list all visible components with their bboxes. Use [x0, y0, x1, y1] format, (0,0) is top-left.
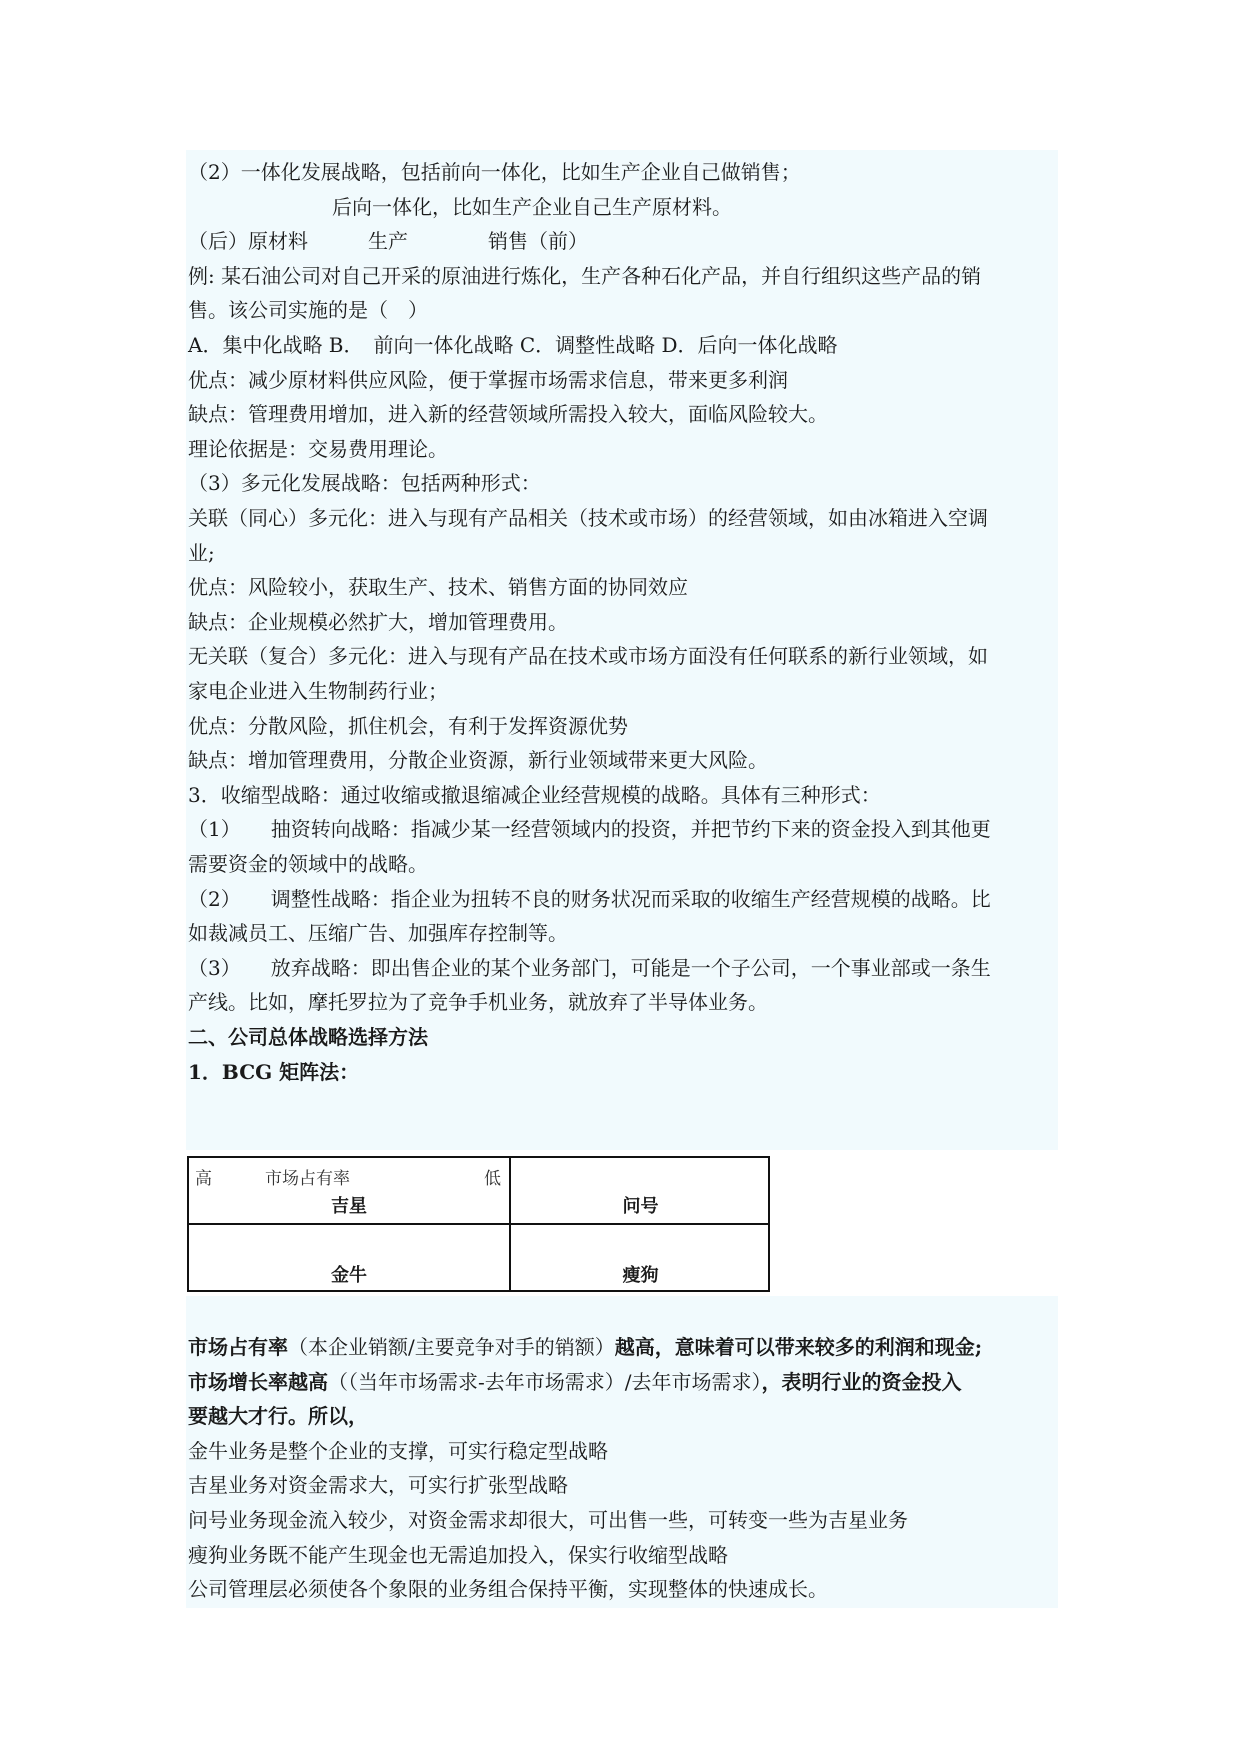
- text-line: 需要资金的领域中的战略。: [188, 852, 428, 876]
- text-line: [188, 1365, 962, 1399]
- text-line: 理论依据是：交易费用理论。: [188, 436, 448, 461]
- text-line: 家电企业进入生物制药行业；: [188, 679, 448, 703]
- text-line: 业;: [188, 540, 215, 565]
- text-line: A．集中化战略 B． 前向一体化战略 C．调整性战略 D．后向一体化战略: [188, 333, 838, 357]
- text-segment: （本企业销额/主要竞争对手的销额）: [288, 1335, 615, 1359]
- text-line: [188, 1538, 728, 1572]
- bold-text-segment: 市场增长率越高: [188, 1369, 328, 1394]
- text-line: 售。该公司实施的是（ ）: [188, 298, 428, 323]
- text-line: 优点：减少原材料供应风险，便于掌握市场需求信息，带来更多利润: [188, 367, 788, 392]
- text-line: 后向一体化，比如生产企业自己生产原材料。: [332, 194, 732, 219]
- text-segment: 金牛业务是整个企业的支撑，可实行稳定型战略: [188, 1438, 608, 1463]
- text-line: 缺点：企业规模必然扩大，增加管理费用。: [188, 609, 568, 634]
- text-line: 优点：风险较小，获取生产、技术、销售方面的协同效应: [188, 575, 688, 600]
- axis-market-share-label: 市场占有率: [265, 1169, 350, 1189]
- text-segment: 吉星业务对资金需求大，可实行扩张型战略: [188, 1473, 568, 1498]
- text-segment: 问号业务现金流入较少，对资金需求却很大，可出售一些，可转变一些为吉星业务: [188, 1508, 908, 1532]
- text-line: （1） 抽资转向战略：指减少某一经营领域内的投资，并把节约下来的资金投入到其他更: [188, 817, 991, 842]
- section-heading: 二、公司总体战略选择方法: [188, 1025, 428, 1049]
- text-line: [188, 1434, 608, 1468]
- text-line: [188, 1330, 982, 1364]
- text-segment: （（当年市场需求-去年市场需求）/去年市场需求）: [328, 1369, 762, 1394]
- quadrant-question-mark: 问号: [622, 1196, 659, 1217]
- text-segment: 瘦狗业务既不能产生现金也无需追加投入，保实行收缩型战略: [188, 1542, 728, 1567]
- text-line: [188, 1468, 568, 1502]
- text-line: 例: 某石油公司对自己开采的原油进行炼化，生产各种石化产品，并自行组织这些产品的销: [188, 263, 982, 288]
- bcg-matrix: [187, 1156, 770, 1292]
- text-line: 无关联（复合）多元化：进入与现有产品在技术或市场方面没有任何联系的新行业领域，如: [188, 644, 988, 669]
- bold-text-segment: 市场占有率: [188, 1335, 288, 1359]
- text-line: 优点：分散风险，抓住机会，有利于发挥资源优势: [188, 713, 628, 738]
- bold-text-segment: 越高，意味着可以带来较多的利润和现金;: [614, 1335, 983, 1359]
- text-line: 缺点：管理费用增加，进入新的经营领域所需投入较大，面临风险较大。: [188, 402, 828, 427]
- text-line: 如裁减员工、压缩广告、加强库存控制等。: [188, 921, 568, 946]
- text-line: （2）一体化发展战略，包括前向一体化，比如生产企业自己做销售；: [188, 160, 801, 184]
- axis-low-label: 低: [484, 1169, 501, 1189]
- text-line: 产线。比如，摩托罗拉为了竞争手机业务，就放弃了半导体业务。: [188, 990, 768, 1015]
- text-line: 3．收缩型战略：通过收缩或撤退缩减企业经营规模的战略。具体有三种形式：: [188, 782, 881, 807]
- bold-text-segment: ，表明行业的资金投入: [761, 1369, 962, 1394]
- text-line: 关联（同心）多元化：进入与现有产品相关（技术或市场）的经营领域，如由冰箱进入空调: [188, 506, 988, 530]
- quadrant-cash-cow: 金牛: [331, 1265, 367, 1286]
- quadrant-dog: 瘦狗: [622, 1265, 659, 1286]
- text-line: （后）原材料 生产 销售（前）: [188, 229, 588, 254]
- matrix-horizontal-divider: [189, 1223, 768, 1225]
- text-line: [188, 1503, 908, 1537]
- section-heading: 1．BCG 矩阵法：: [188, 1059, 360, 1084]
- text-line: [188, 1572, 828, 1606]
- text-line: （3） 放弃战略：即出售企业的某个业务部门，可能是一个子公司，一个事业部或一条生: [188, 955, 991, 980]
- text-segment: 公司管理层必须使各个象限的业务组合保持平衡，实现整体的快速成长。: [188, 1577, 828, 1602]
- text-line: [188, 1399, 368, 1433]
- text-line: （3）多元化发展战略：包括两种形式：: [188, 471, 541, 496]
- axis-high-label: 高: [195, 1169, 212, 1189]
- text-line: （2） 调整性战略：指企业为扭转不良的财务状况而采取的收缩生产经营规模的战略。比: [188, 886, 991, 911]
- quadrant-star: 吉星: [331, 1196, 367, 1217]
- text-line: 缺点：增加管理费用，分散企业资源，新行业领域带来更大风险。: [188, 748, 768, 773]
- bold-text-segment: 要越大才行。所以，: [188, 1404, 368, 1429]
